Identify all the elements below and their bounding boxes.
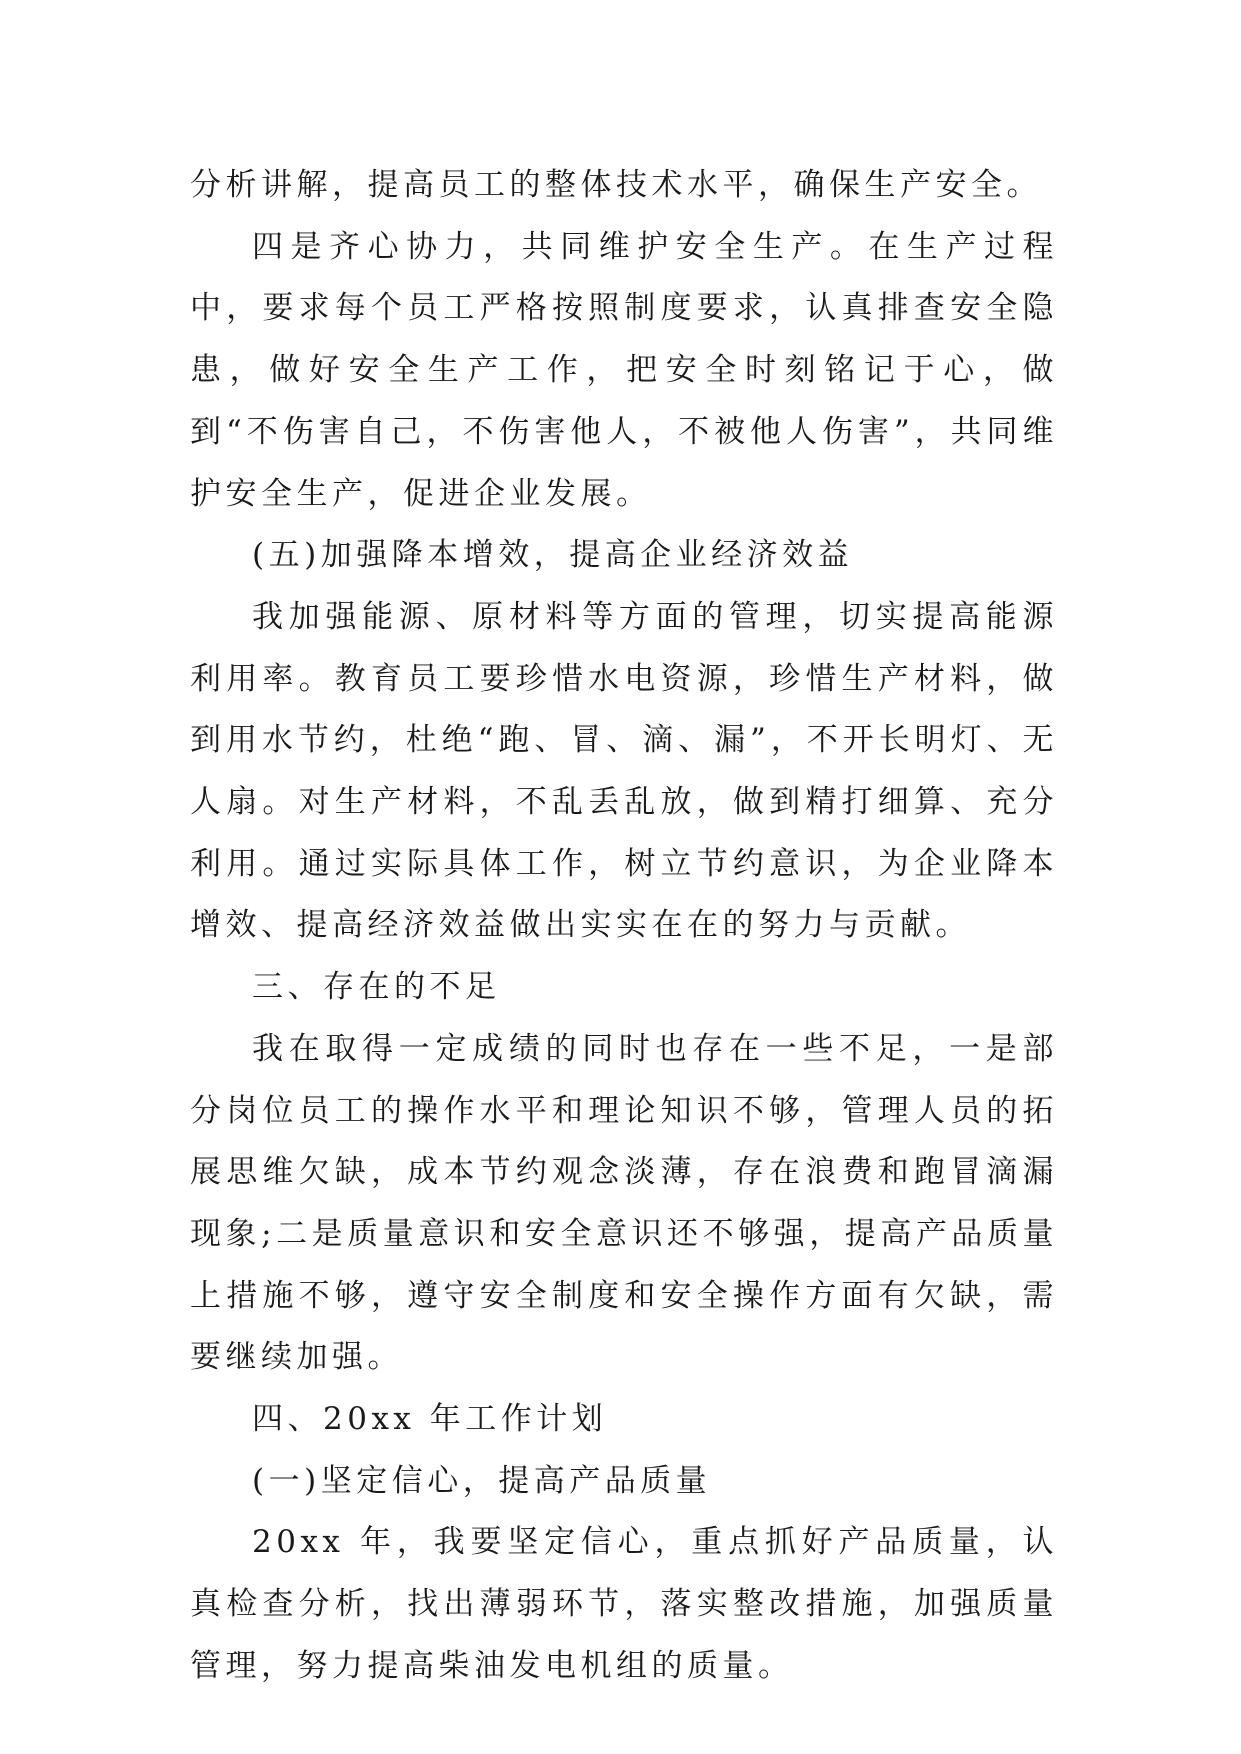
document-body (190, 155, 1058, 1698)
heading-product-quality: (一)坚定信心，提高产品质量 (252, 1462, 712, 1499)
paragraph-safety-cooperation: 四是齐心协力，共同维护安全生产。在生产过程中，要求每个员工严格按照制度要求，认真排查安全隐患，做好安全生产工作，把安全时刻铭记于心，做到“不伤害自己，不伤害他人，不被他人伤害”，共同维护安全生产，促进企业发展。 (190, 228, 1058, 512)
paragraph-shortcomings: 我在取得一定成绩的同时也存在一些不足，一是部分岗位员工的操作水平和理论知识不够，管理人员的拓展思维欠缺，成本节约观念淡薄，存在浪费和跑冒滴漏现象;二是质量意识和安全意识还不够强，提高产品质量上措施不够，遵守安全制度和安全操作方面有欠缺，需要继续加强。 (190, 1030, 1058, 1376)
paragraph-continuation: 分析讲解，提高员工的整体技术水平，确保生产安全。 (190, 167, 1042, 203)
paragraph-quality-plan: 20xx 年，我要坚定信心，重点抓好产品质量，认真检查分析，找出薄弱环节，落实整改措施，加强质量管理，努力提高柴油发电机组的质量。 (190, 1524, 1058, 1684)
heading-cost-efficiency: (五)加强降本增效，提高企业经济效益 (252, 537, 854, 574)
heading-shortcomings: 三、存在的不足 (252, 969, 501, 1006)
paragraph-energy-management: 我加强能源、原材料等方面的管理，切实提高能源利用率。教育员工要珍惜水电资源，珍惜生产材料，做到用水节约，杜绝“跑、冒、滴、漏”，不开长明灯、无人扇。对生产材料，不乱丢乱放，做到精打细算、充分利用。通过实际具体工作，树立节约意识，为企业降本增效、提高经济效益做出实实在在的努力与贡献。 (190, 598, 1058, 944)
heading-work-plan: 四、20xx 年工作计划 (252, 1401, 608, 1438)
